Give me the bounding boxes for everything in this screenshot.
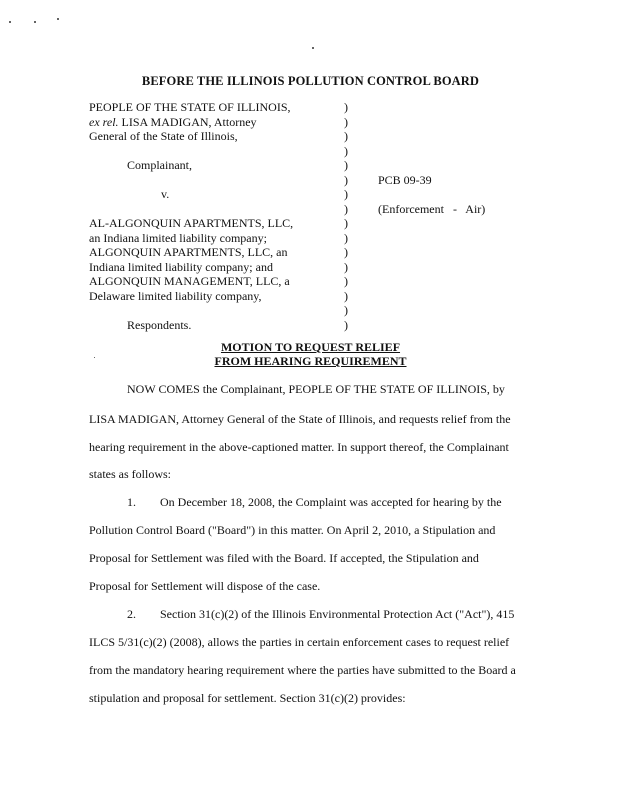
paren: ) <box>344 172 348 187</box>
caption-line: Delaware limited liability company, <box>89 288 262 303</box>
body-line: LISA MADIGAN, Attorney General of the State of Illinois, and requests relief from the <box>89 412 511 426</box>
caption-parties <box>89 100 293 332</box>
body-line: Proposal for Settlement was filed with the Board. If accepted, the Stipulation and <box>89 551 479 565</box>
body-line: NOW COMES the Complainant, PEOPLE OF THE STATE OF ILLINOIS, by <box>127 382 505 396</box>
paren: ) <box>344 288 348 303</box>
motion-title-line: MOTION TO REQUEST RELIEF <box>220 340 401 354</box>
paren: ) <box>344 274 348 288</box>
body-line: Proposal for Settlement will dispose of the case. <box>89 579 321 593</box>
paren: ) <box>344 245 348 259</box>
caption-line <box>89 144 293 159</box>
motion-title-line: FROM HEARING REQUIREMENT <box>214 354 407 368</box>
caption-paren-column <box>342 100 350 332</box>
caption-versus: v. <box>161 187 170 201</box>
caption-line <box>89 202 293 217</box>
board-title: BEFORE THE ILLINOIS POLLUTION CONTROL BOARD <box>141 74 480 88</box>
body-line: stipulation and proposal for settlement. Section 31(c)(2) provides: <box>89 691 406 705</box>
caption-line: ALGONQUIN APARTMENTS, LLC, an <box>89 245 288 259</box>
paren: ) <box>344 216 348 230</box>
body-line: from the mandatory hearing requirement where the parties have submitted to the Board a <box>89 663 516 677</box>
body-line: states as follows: <box>89 467 171 481</box>
body-line: 1. On December 18, 2008, the Complaint was accepted for hearing by the <box>127 495 502 509</box>
caption-line: PEOPLE OF THE STATE OF ILLINOIS, <box>89 100 291 114</box>
paren: ) <box>344 230 348 245</box>
caption-line: Indiana limited liability company; and <box>89 259 273 274</box>
body-line: Pollution Control Board ("Board") in this matter. On April 2, 2010, a Stipulation and <box>89 523 496 537</box>
paren: ) <box>344 187 348 201</box>
caption-line: Complainant, <box>127 158 192 172</box>
motion-title <box>0 340 621 368</box>
scan-speck <box>57 18 59 20</box>
scan-speck <box>34 21 36 23</box>
caption-line: ex rel. LISA MADIGAN, Attorney <box>89 114 257 129</box>
body-line: 2. Section 31(c)(2) of the Illinois Environmental Protection Act ("Act"), 415 <box>127 607 515 621</box>
paren: ) <box>344 114 348 129</box>
case-number: PCB 09-39 <box>378 173 432 187</box>
caption-line: ALGONQUIN MANAGEMENT, LLC, a <box>89 274 290 288</box>
caption-line <box>89 173 293 188</box>
paren: ) <box>344 143 348 158</box>
scan-speck <box>312 47 314 49</box>
caption-line: Respondents. <box>127 317 192 332</box>
paren: ) <box>344 129 348 143</box>
paren: ) <box>344 158 348 172</box>
paren: ) <box>344 303 348 317</box>
caption-line <box>89 303 293 318</box>
paren: ) <box>344 317 348 332</box>
caption-line: General of the State of Illinois, <box>89 129 238 143</box>
caption-line: an Indiana limited liability company; <box>89 230 267 245</box>
body-line: hearing requirement in the above-captioned matter. In support thereof, the Complainant <box>89 440 509 454</box>
case-type: (Enforcement - Air) <box>378 202 486 216</box>
paren: ) <box>344 259 348 274</box>
paren: ) <box>344 201 348 216</box>
scan-speck <box>9 21 11 23</box>
body-line: ILCS 5/31(c)(2) (2008), allows the parties in certain enforcement cases to request relief <box>89 635 510 649</box>
caption-line: AL-ALGONQUIN APARTMENTS, LLC, <box>89 216 294 230</box>
paren: ) <box>344 100 348 114</box>
